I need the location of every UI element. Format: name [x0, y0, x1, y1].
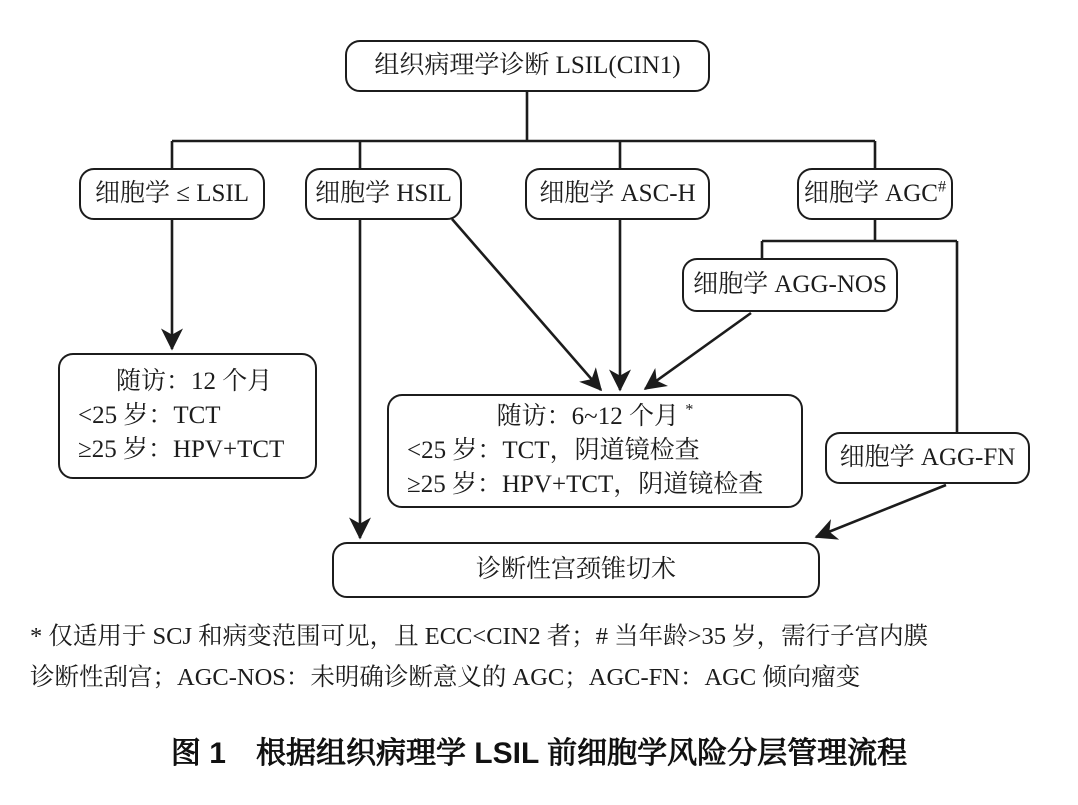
followup612-line-1: 随访：6~12 个月 *: [496, 400, 694, 430]
arrow-aggfn-to-conization: [816, 485, 946, 537]
node-label: 细胞学 ≤ LSIL: [95, 180, 249, 207]
followup612-line-3: ≥25 岁：HPV+TCT，阴道镜检查: [407, 471, 764, 498]
footnote: [30, 616, 1060, 698]
node-label: 细胞学 AGC#: [803, 177, 947, 207]
node-label: 诊断性宫颈锥切术: [475, 556, 676, 583]
followup12-line-3: ≥25 岁：HPV+TCT: [78, 436, 285, 463]
node-label: 组织病理学诊断 LSIL(CIN1): [374, 52, 681, 79]
node-label: 细胞学 AGG-NOS: [693, 271, 887, 298]
node-cytology-agc: [797, 168, 953, 220]
figure-caption: [0, 728, 1078, 772]
followup612-superscript: *: [685, 400, 694, 419]
followup12-line-2: <25 岁：TCT: [78, 402, 221, 429]
node-label: 细胞学 AGG-FN: [839, 444, 1016, 471]
connector-top-fanout: [172, 92, 875, 168]
node-cytology-aggnos: [682, 258, 898, 312]
followup612-line-2: <25 岁：TCT，阴道镜检查: [407, 437, 700, 464]
node-cytology-hsil: [305, 168, 462, 220]
arrow-hsil-to-followup612: [452, 219, 601, 390]
arrow-aggnos-to-followup612: [645, 313, 751, 389]
agc-superscript: #: [937, 177, 947, 196]
followup12-line-1: 随访：12 个月: [116, 368, 273, 395]
figure-number: 图 1: [170, 737, 226, 770]
node-cytology-aggfn: [825, 432, 1030, 484]
node-followup-12-months: [58, 353, 317, 479]
node-diagnostic-conization: [332, 542, 820, 598]
node-histopathology-lsil: [345, 40, 710, 92]
node-label: 细胞学 ASC-H: [539, 180, 696, 207]
footnote-line-1: * 仅适用于 SCJ 和病变范围可见，且 ECC<CIN2 者；# 当年龄>35 岁，需行子宫内膜: [30, 623, 929, 650]
node-label: 细胞学 HSIL: [315, 180, 452, 207]
node-cytology-lsil: [79, 168, 265, 220]
node-cytology-asch: [525, 168, 710, 220]
figure-title: 根据组织病理学 LSIL 前细胞学风险分层管理流程: [255, 737, 908, 770]
footnote-line-2: 诊断性刮宫；AGC-NOS：未明确诊断意义的 AGC；AGC-FN：AGC 倾向瘤变: [30, 664, 861, 691]
node-followup-6-12-months: [387, 394, 803, 508]
